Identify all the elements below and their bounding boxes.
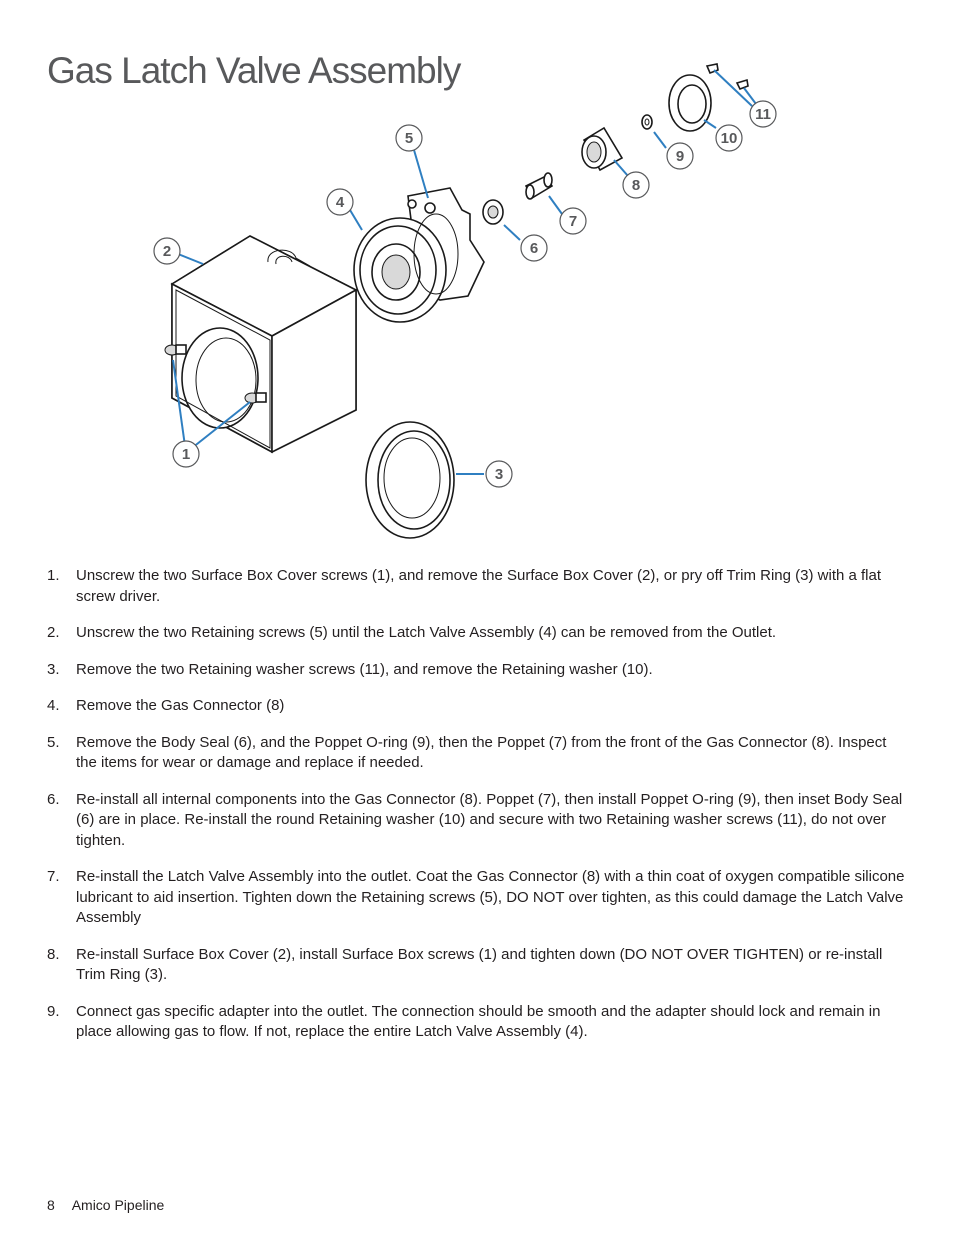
footer-brand: Amico Pipeline	[71, 1197, 165, 1213]
step-text: Remove the Body Seal (6), and the Poppet O-ring (9), then the Poppet (7) from the front of the Gas Connector (8). Inspect the items for wear or damage and replace if needed.	[76, 733, 887, 771]
svg-text:7: 7	[568, 213, 578, 230]
svg-text:3: 3	[494, 466, 504, 483]
page-title: Gas Latch Valve Assembly	[47, 50, 461, 91]
step-1	[47, 566, 907, 607]
poppet-o-ring	[642, 115, 652, 129]
svg-text:8: 8	[631, 177, 641, 194]
callout-3	[486, 461, 512, 487]
step-text: Connect gas specific adapter into the outlet. The connection should be smooth and the adapter should lock and remain in place allowing gas to flow. If not, replace the entire Latch Valve Assembly (4).	[76, 1002, 881, 1040]
step-number: 9.	[47, 1002, 60, 1020]
callout-11	[750, 101, 776, 127]
retaining-washer-screws	[707, 64, 748, 89]
callout-8	[623, 172, 649, 198]
step-number: 7.	[47, 868, 60, 885]
callout-7	[560, 208, 586, 234]
instruction-steps	[47, 566, 907, 1043]
retaining-washer	[669, 75, 711, 131]
step-6	[47, 790, 907, 852]
step-text: Re-install the Latch Valve Assembly into the outlet. Coat the Gas Connector (8) with a thin coat of oxygen compatible silicone lubricant to aid insertion. Tighten down the Retaining screws (5), DO NOT over tighten, as this could damage the Latch Valve Assembly	[76, 868, 905, 926]
poppet	[526, 173, 552, 199]
callout-4	[327, 189, 353, 215]
svg-text:5: 5	[404, 130, 414, 147]
step-text: Re-install Surface Box Cover (2), install Surface Box screws (1) and tighten down (DO NOT OVER TIGHTEN) or re-install Trim Ring (3).	[76, 945, 883, 983]
svg-text:11: 11	[755, 106, 771, 123]
svg-text:4: 4	[335, 194, 345, 211]
step-text: Remove the Gas Connector (8)	[76, 697, 285, 714]
svg-text:10: 10	[720, 130, 738, 147]
step-number: 1.	[47, 567, 60, 584]
step-text: Remove the two Retaining washer screws (11), and remove the Retaining washer (10).	[76, 660, 653, 678]
exploded-assembly-diagram	[140, 60, 800, 550]
callout-10	[716, 125, 742, 151]
callout-5	[396, 125, 422, 151]
step-7	[47, 867, 907, 929]
svg-text:1: 1	[181, 446, 191, 463]
step-4	[47, 696, 907, 717]
surface-box-cover	[172, 236, 356, 452]
step-2	[47, 623, 907, 644]
latch-valve-assembly	[354, 188, 484, 322]
step-text: Unscrew the two Surface Box Cover screws (1), and remove the Surface Box Cover (2), or pry off Trim Ring (3) with a flat screw driver.	[76, 567, 882, 605]
svg-text:2: 2	[162, 243, 172, 260]
svg-text:6: 6	[529, 240, 539, 257]
step-5	[47, 733, 907, 774]
trim-ring	[366, 422, 454, 538]
step-number: 5.	[47, 733, 60, 751]
callout-9	[667, 143, 693, 169]
step-number: 8.	[47, 945, 60, 963]
step-text: Unscrew the two Retaining screws (5) until the Latch Valve Assembly (4) can be removed from the Outlet.	[76, 624, 777, 641]
step-number: 4.	[47, 697, 60, 714]
page-number: 8	[47, 1197, 55, 1213]
svg-text:9: 9	[675, 148, 685, 165]
step-number: 6.	[47, 790, 60, 808]
step-8	[47, 945, 907, 986]
step-text: Re-install all internal components into the Gas Connector (8). Poppet (7), then install Poppet O-ring (9), then inset Body Seal (6) are in place. Re-install the round Retaining washer (10) and secure with two Retaining washer screws (11), do not over tighten.	[76, 790, 903, 849]
step-number: 3.	[47, 660, 60, 678]
body-seal	[483, 200, 503, 224]
callout-2	[154, 238, 180, 264]
callout-6	[521, 235, 547, 261]
step-9	[47, 1002, 907, 1043]
step-3	[47, 660, 907, 681]
callout-1	[173, 441, 199, 467]
step-number: 2.	[47, 624, 60, 641]
page-footer	[47, 1197, 164, 1213]
